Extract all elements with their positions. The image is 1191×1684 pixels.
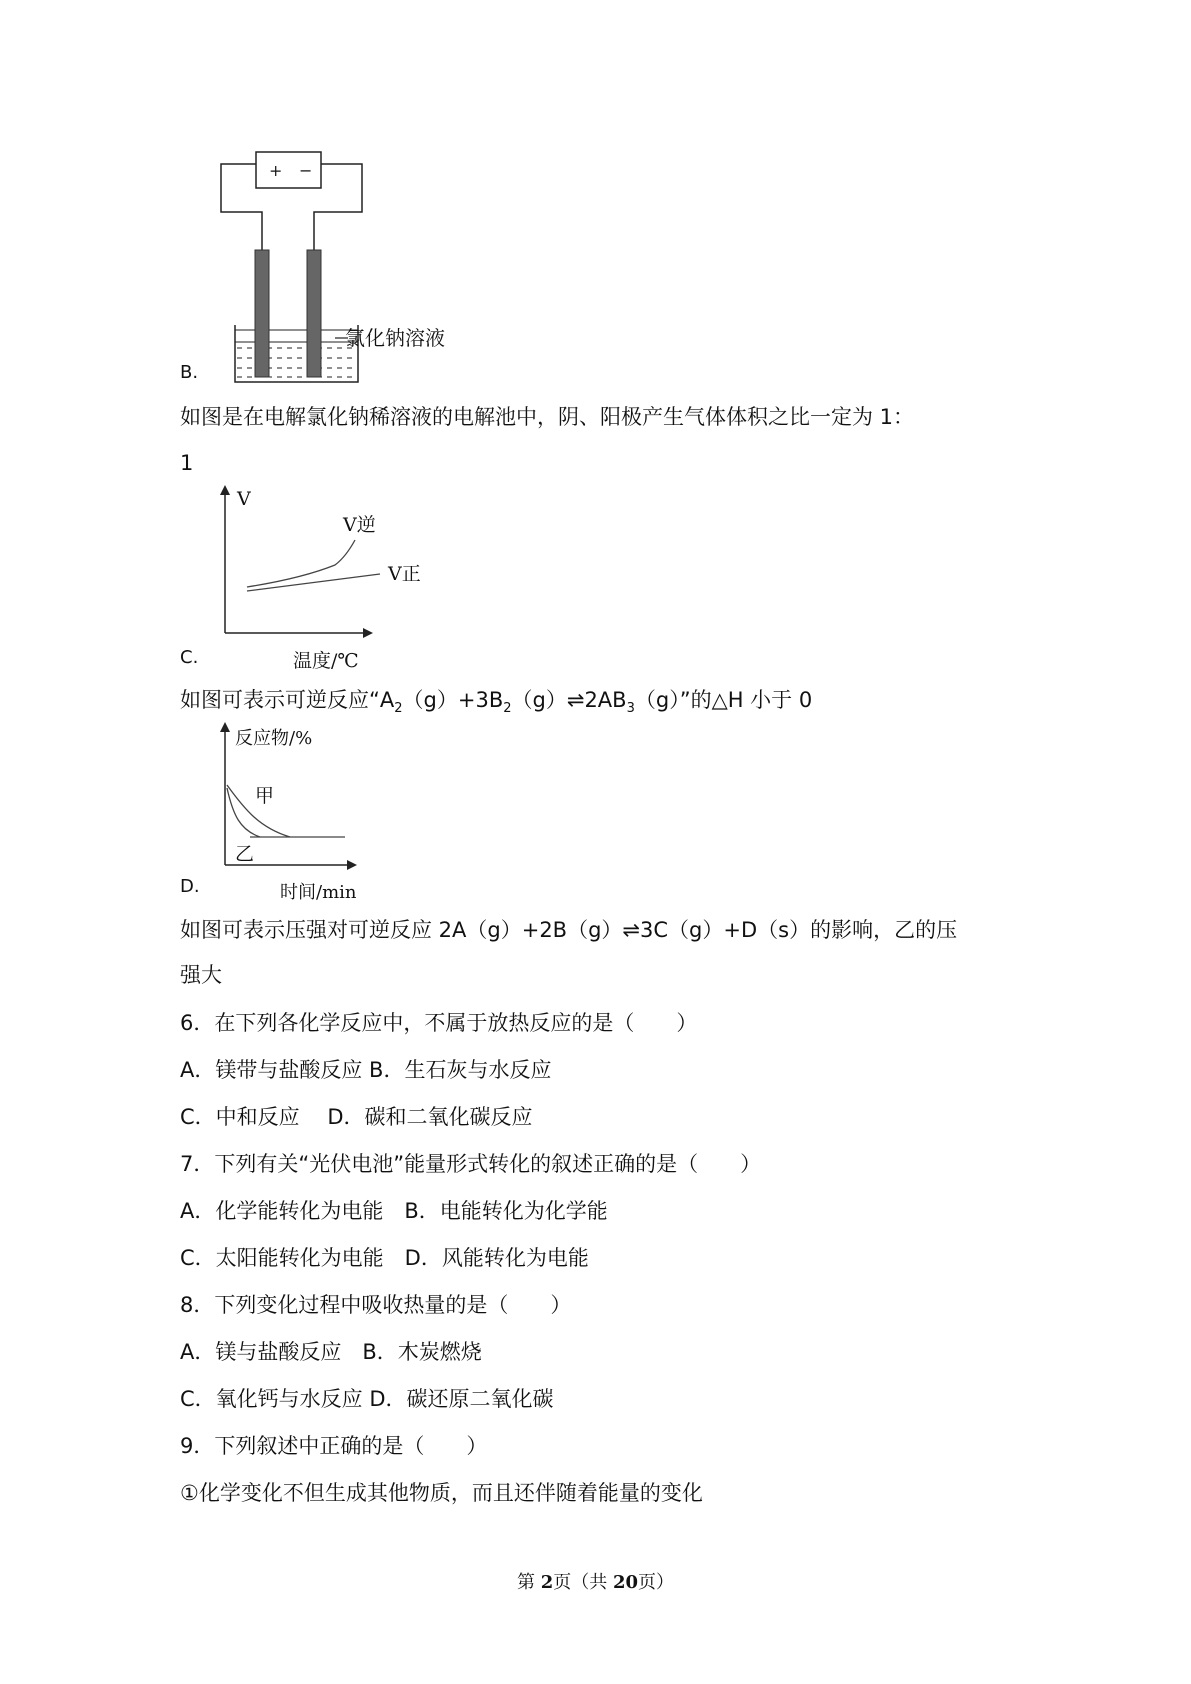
option-c-text: 如图可表示可逆反应“$A_2(g)+3B_2(g)\rightleftharpoons 2AB_3(g)$”的△H 小于 0 <box>180 688 813 717</box>
option-b-label: B. <box>180 362 199 383</box>
q9-item1: ①化学变化不但生成其他物质，而且还伴随着能量的变化 <box>180 1481 703 1505</box>
option-b-text: 如图是在电解氯化钠稀溶液的电解池中，阴、阳极产生气体体积之比一定为 1： <box>180 405 915 429</box>
q6-stem: 6．在下列各化学反应中，不属于放热反应的是（ ） <box>180 1011 698 1035</box>
d-xlabel: 时间/min <box>280 882 357 903</box>
electrode-right <box>307 250 321 377</box>
q6-options-row1: A．镁带与盐酸反应 B．生石灰与水反应 <box>180 1058 552 1082</box>
option-c-label: C. <box>180 647 199 668</box>
option-d-text: 如图可表示压强对可逆反应 2A（g）+2B（g）⇌3C（g）+D（s）的影响，乙的压 <box>180 918 958 942</box>
option-d-label: D. <box>180 876 200 897</box>
q8-stem: 8．下列变化过程中吸收热量的是（ ） <box>180 1293 572 1317</box>
page-number: 2 <box>540 1572 554 1593</box>
q7-options-row1: A．化学能转化为电能 B．电能转化为化学能 <box>180 1199 608 1223</box>
q9-stem: 9．下列叙述中正确的是（ ） <box>180 1434 488 1458</box>
option-d-text-cont: 强大 <box>180 963 222 987</box>
series-yi-label: 乙 <box>235 843 255 865</box>
electrolysis-diagram <box>215 150 505 390</box>
d-ylabel: 反应物/% <box>235 728 313 749</box>
q8-options-row2: C．氧化钙与水反应 D．碳还原二氧化碳 <box>180 1387 554 1411</box>
series-v-reverse <box>247 540 355 587</box>
c-xlabel: 温度/℃ <box>293 650 359 672</box>
q7-options-row2: C．太阳能转化为电能 D．风能转化为电能 <box>180 1246 589 1270</box>
series-v-forward <box>247 574 380 591</box>
c-ylabel: V <box>237 488 251 510</box>
solution-label: 氯化钠溶液 <box>345 326 445 350</box>
reactant-time-chart <box>205 720 385 905</box>
option-b-text-cont: 1 <box>180 451 194 475</box>
battery-minus: − <box>299 161 313 180</box>
series-v-forward-label: V正 <box>388 563 421 585</box>
battery-plus: + <box>269 161 283 180</box>
q6-options-row2: C．中和反应 D．碳和二氧化碳反应 <box>180 1105 533 1129</box>
q8-options-row1: A．镁与盐酸反应 B．木炭燃烧 <box>180 1340 482 1364</box>
q7-stem: 7．下列有关“光伏电池”能量形式转化的叙述正确的是（ ） <box>180 1152 762 1176</box>
series-v-reverse-label: V逆 <box>343 514 376 536</box>
rate-temperature-chart <box>205 485 445 675</box>
series-jia-label: 甲 <box>255 785 275 807</box>
electrode-left <box>255 250 269 377</box>
page-total: 20 <box>612 1572 639 1593</box>
page-footer: 第 2页（共 20页） <box>516 1572 675 1593</box>
